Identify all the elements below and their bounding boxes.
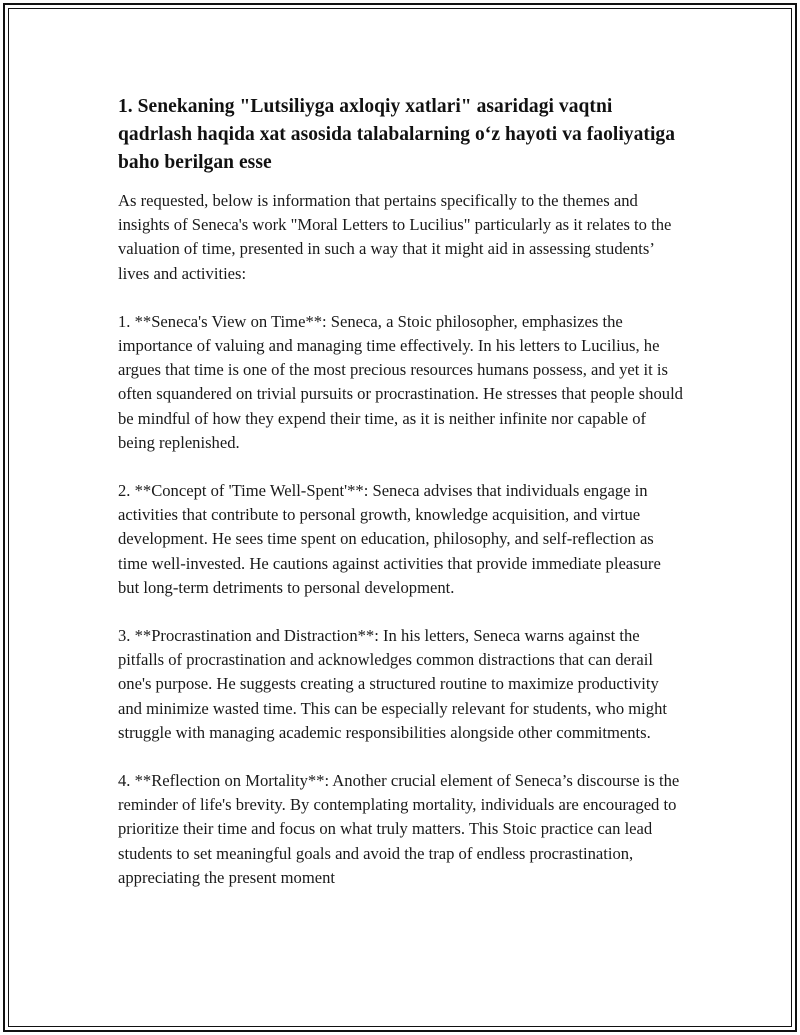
paragraph-mortality: 4. **Reflection on Mortality**: Another crucial element of Seneca’s discourse is the reminder of life's brevity. By contemplating mortality, individuals are encouraged to prioritize their time and focus on what truly matters. This Stoic practice can lead students to set meaningful goals and avoid the trap of endless procrastination, appreciating the present moment <box>118 771 680 887</box>
intro-paragraph: As requested, below is information that pertains specifically to the themes and insights of Seneca's work "Moral Letters to Lucilius" particularly as it relates to the valuation of time, presented in such a way that it might aid in assessing students’ lives and activities: <box>118 191 672 283</box>
paragraph-time-well-spent: 2. **Concept of 'Time Well-Spent'**: Seneca advises that individuals engage in activities that contribute to personal growth, knowledge acquisition, and virtue development. He sees time spent on education, philosophy, and self-reflection as time well-invested. He cautions against activities that provide immediate pleasure but long-term detriments to personal development. <box>118 481 661 597</box>
paragraph-time-view: 1. **Seneca's View on Time**: Seneca, a Stoic philosopher, emphasizes the importance of valuing and managing time effectively. In his letters to Lucilius, he argues that time is one of the most precious resources humans possess, and yet it is often squandered on trivial pursuits or procrastination. He stresses that people should be mindful of how they expend their time, as it is neither infinite nor capable of being replenished. <box>118 311 683 452</box>
document-heading: 1. Senekaning "Lutsiliyga axloqiy xatlari" asaridagi vaqtni qadrlash haqida xat asosida talabalarning o‘z hayoti va faoliyatiga baho berilgan esse <box>118 96 676 173</box>
paragraph-procrastination: 3. **Procrastination and Distraction**: In his letters, Seneca warns against the pitfalls of procrastination and acknowledges common distractions that can derail one's purpose. He suggests creating a structured routine to maximize productivity and minimize wasted time. This can be especially relevant for students, who might struggle with managing academic responsibilities alongside other commitments. <box>118 626 667 742</box>
document-body <box>118 93 686 914</box>
